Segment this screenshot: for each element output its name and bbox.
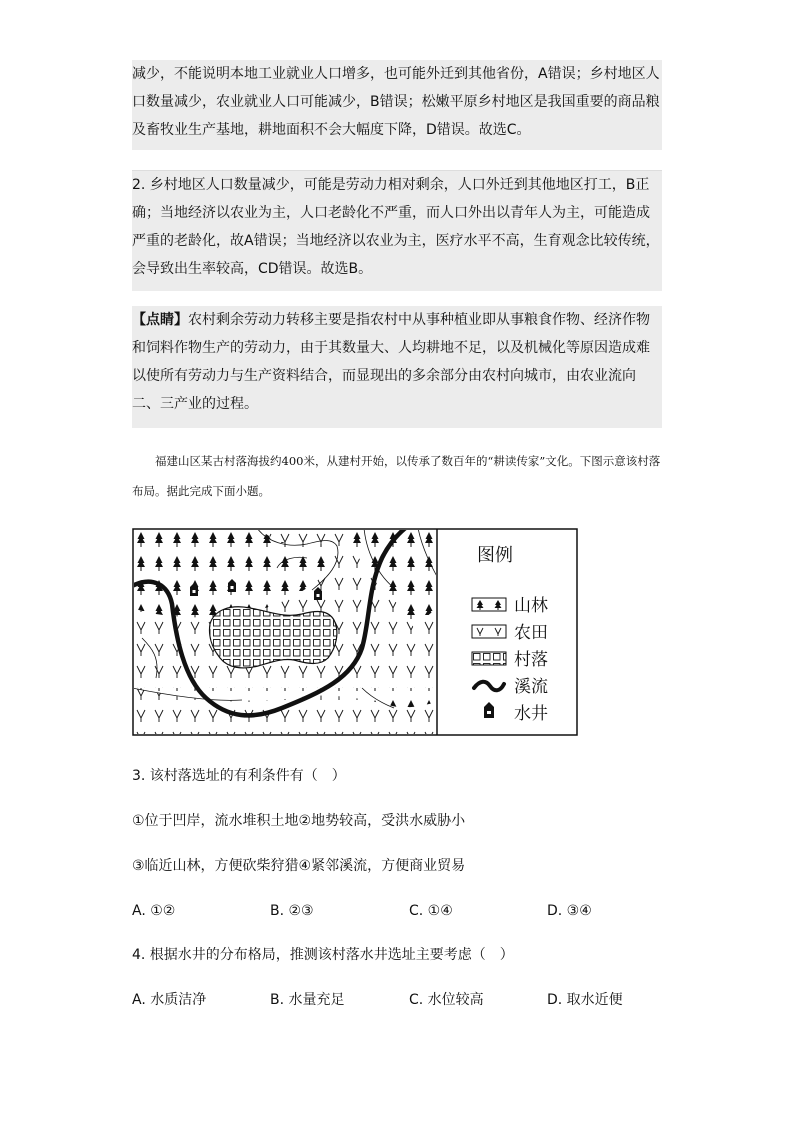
q3-statement-2: ③临近山林，方便砍柴狩猎④紧邻溪流，方便商业贸易 <box>132 858 466 874</box>
tip-label: 【点睛】 <box>132 312 188 328</box>
forest-icon <box>472 598 506 611</box>
q4-option-a[interactable]: A. 水质洁净 <box>132 992 207 1008</box>
q3-option-b[interactable]: B. ②③ <box>270 903 314 919</box>
farmland-icon <box>472 625 506 638</box>
legend-label-farmland: 农田 <box>514 623 548 643</box>
q4-option-d[interactable]: D. 取水近便 <box>547 992 623 1008</box>
explanation-paragraph-1: 减少，不能说明本地工业就业人口增多，也可能外迁到其他省份，A错误；乡村地区人口数量减少，农业就业人口可能减少，B错误；松嫩平原乡村地区是我国重要的商品粮及畜牧业生产基地，耕地面积不会大幅度下降，D错误。故选C。 <box>132 60 662 150</box>
q4-stem: 4. 根据水井的分布格局，推测该村落水井选址主要考虑（ ） <box>132 947 514 963</box>
map-area <box>132 528 438 736</box>
tip-text: 农村剩余劳动力转移主要是指农村中从事种植业即从事粮食作物、经济作物和饲料作物生产的劳动力，由于其数量大、人均耕地不足，以及机械化等原因造成难以使所有劳动力与生产资料结合，而显现出的多余部分由农村向城市，由农业流向二、三产业的过程。 <box>132 312 650 412</box>
tip-paragraph <box>132 306 662 428</box>
village-icon <box>472 652 506 665</box>
village-layout-map <box>132 528 578 736</box>
q3-stem: 3. 该村落选址的有利条件有（ ） <box>132 768 346 784</box>
legend-title: 图例 <box>477 545 513 566</box>
legend-label-well: 水井 <box>514 704 548 724</box>
explanation-paragraph-2: 2. 乡村地区人口数量减少，可能是劳动力相对剩余，人口外迁到其他地区打工，B正确；当地经济以农业为主，人口老龄化不严重，而人口外出以青年人为主，可能造成严重的老龄化，故A错误；当地经济以农业为主，医疗水平不高，生育观念比较传统，会导致出生率较高，CD错误。故选B。 <box>132 170 662 291</box>
question-intro: 福建山区某古村落海拔约400米，从建村开始，以传承了数百年的“耕读传家”文化。下图示意该村落布局。据此完成下面小题。 <box>132 454 661 498</box>
q4-option-b[interactable]: B. 水量充足 <box>270 992 345 1008</box>
legend-label-village: 村落 <box>514 650 548 670</box>
q3-option-d[interactable]: D. ③④ <box>547 903 592 919</box>
q4-option-c[interactable]: C. 水位较高 <box>409 992 484 1008</box>
village-area <box>209 607 336 668</box>
legend-label-stream: 溪流 <box>514 677 548 697</box>
q3-option-a[interactable]: A. ①② <box>132 903 176 919</box>
q3-option-c[interactable]: C. ①④ <box>409 903 453 919</box>
q3-statement-1: ①位于凹岸，流水堆积土地②地势较高，受洪水威胁小 <box>132 813 466 829</box>
legend-label-forest: 山林 <box>514 596 548 616</box>
